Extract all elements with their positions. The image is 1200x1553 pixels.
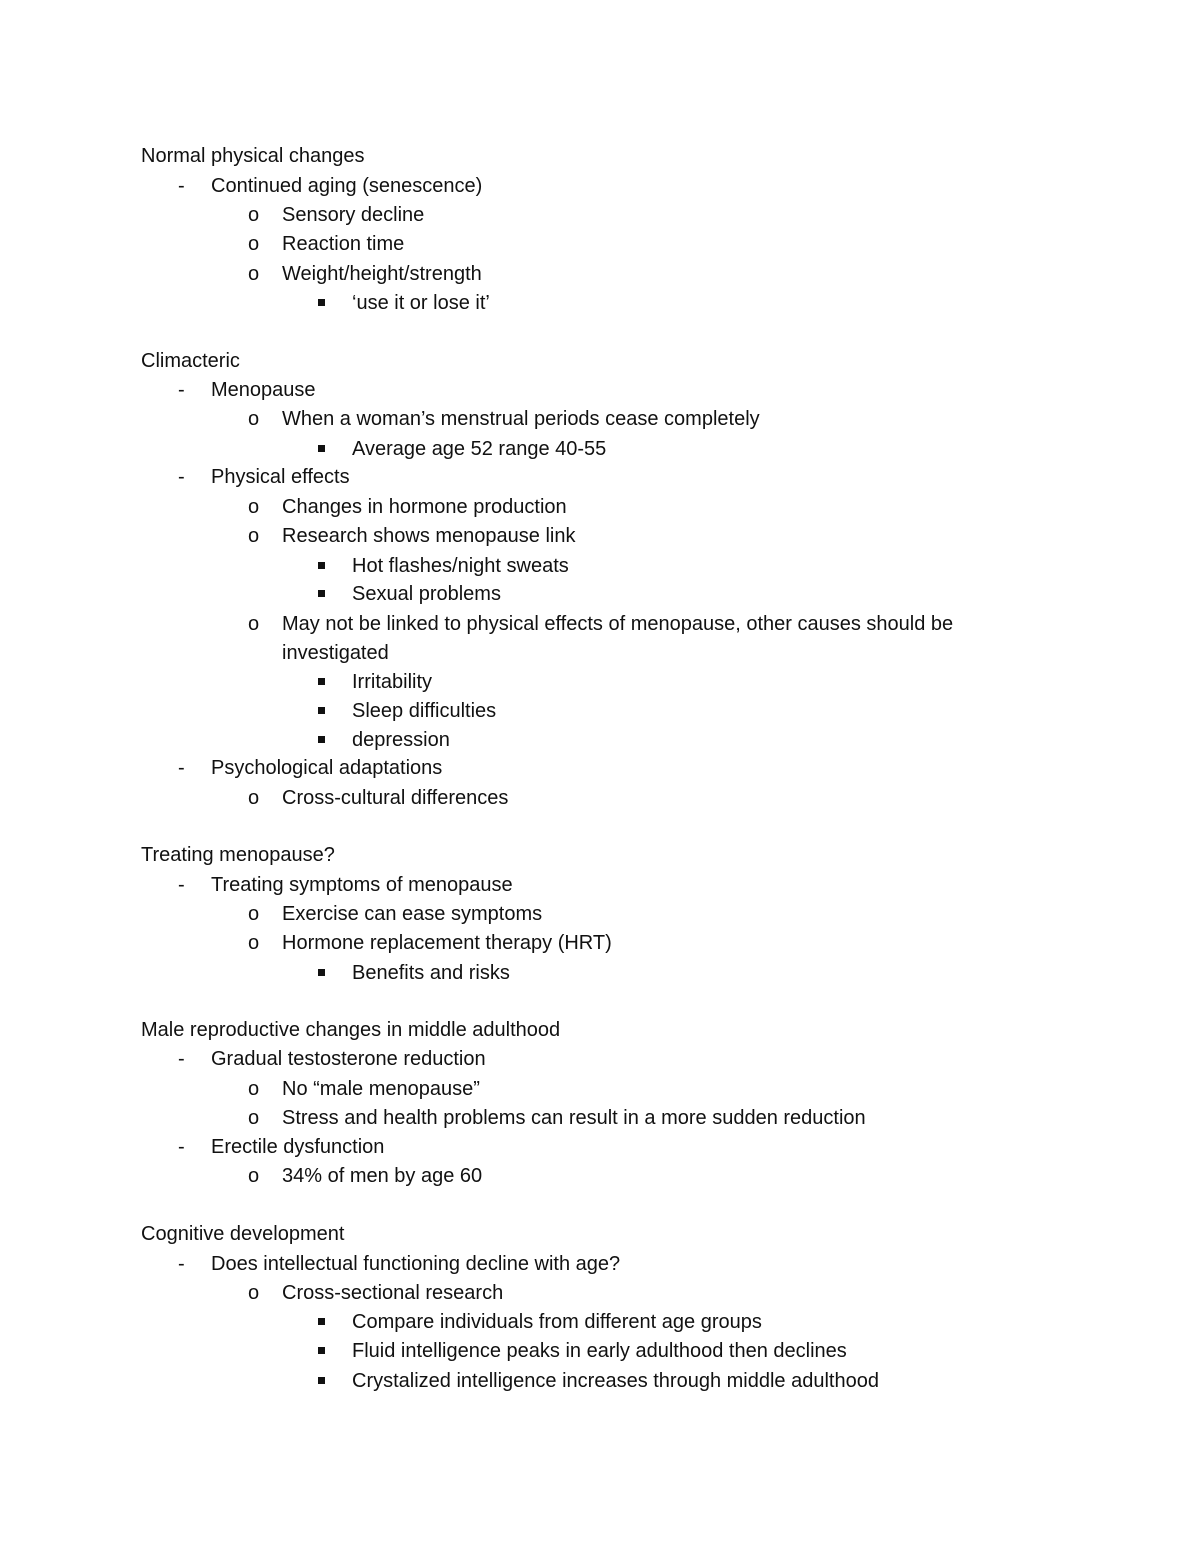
circle-bullet: o — [248, 263, 260, 285]
list-item: Cross-sectional research — [282, 1282, 504, 1304]
list-item: Benefits and risks — [352, 962, 510, 984]
list-item: depression — [352, 729, 450, 751]
list-item: Research shows menopause link — [282, 525, 576, 547]
list-item: Continued aging (senescence) — [211, 175, 483, 197]
section-heading: Treating menopause? — [141, 844, 335, 866]
list-item: Erectile dysfunction — [211, 1136, 385, 1158]
list-item: Compare individuals from different age groups — [352, 1311, 762, 1333]
square-bullet — [318, 707, 325, 714]
dash-bullet: - — [178, 1136, 185, 1158]
dash-bullet: - — [178, 1253, 185, 1275]
list-item: No “male menopause” — [282, 1078, 480, 1100]
circle-bullet: o — [248, 787, 260, 809]
list-item: Stress and health problems can result in a more sudden reduction — [282, 1107, 866, 1129]
dash-bullet: - — [178, 379, 185, 401]
dash-bullet: - — [178, 175, 185, 197]
list-item: Average age 52 range 40-55 — [352, 438, 607, 460]
list-item: Does intellectual functioning decline with age? — [211, 1253, 621, 1275]
list-item: Sleep difficulties — [352, 700, 497, 722]
section-heading: Male reproductive changes in middle adulthood — [141, 1019, 561, 1041]
list-item: May not be linked to physical effects of menopause, other causes should be investigated — [282, 613, 954, 664]
circle-bullet: o — [248, 1165, 260, 1187]
square-bullet — [318, 1347, 325, 1354]
dash-bullet: - — [178, 466, 185, 488]
square-bullet — [318, 969, 325, 976]
square-bullet — [318, 299, 325, 306]
list-item: Changes in hormone production — [282, 496, 567, 518]
list-item: Reaction time — [282, 233, 405, 255]
square-bullet — [318, 562, 325, 569]
list-item: Psychological adaptations — [211, 757, 443, 779]
list-item: Sensory decline — [282, 204, 425, 226]
dash-bullet: - — [178, 1048, 185, 1070]
list-item: Hormone replacement therapy (HRT) — [282, 932, 612, 954]
square-bullet — [318, 1318, 325, 1325]
circle-bullet: o — [248, 496, 260, 518]
list-item: 34% of men by age 60 — [282, 1165, 483, 1187]
list-item: When a woman’s menstrual periods cease completely — [282, 408, 760, 430]
circle-bullet: o — [248, 1078, 260, 1100]
square-bullet — [318, 445, 325, 452]
list-item: Cross-cultural differences — [282, 787, 509, 809]
list-item: Irritability — [352, 671, 433, 693]
list-item: Weight/height/strength — [282, 263, 482, 285]
circle-bullet: o — [248, 1282, 260, 1304]
list-item: Menopause — [211, 379, 316, 401]
list-item: Sexual problems — [352, 583, 501, 605]
circle-bullet: o — [248, 613, 260, 635]
circle-bullet: o — [248, 525, 260, 547]
circle-bullet: o — [248, 204, 260, 226]
list-item: Exercise can ease symptoms — [282, 903, 543, 925]
dash-bullet: - — [178, 874, 185, 896]
circle-bullet: o — [248, 408, 260, 430]
square-bullet — [318, 590, 325, 597]
section-heading: Normal physical changes — [141, 145, 365, 167]
circle-bullet: o — [248, 932, 260, 954]
square-bullet — [318, 736, 325, 743]
list-item: Gradual testosterone reduction — [211, 1048, 486, 1070]
list-item: Crystalized intelligence increases through middle adulthood — [352, 1370, 879, 1392]
dash-bullet: - — [178, 757, 185, 779]
list-item: ‘use it or lose it’ — [352, 292, 490, 314]
circle-bullet: o — [248, 233, 260, 255]
list-item: Physical effects — [211, 466, 350, 488]
list-item: Hot flashes/night sweats — [352, 555, 569, 577]
section-heading: Climacteric — [141, 350, 240, 372]
list-item: Treating symptoms of menopause — [211, 874, 513, 896]
square-bullet — [318, 678, 325, 685]
circle-bullet: o — [248, 1107, 260, 1129]
circle-bullet: o — [248, 903, 260, 925]
square-bullet — [318, 1377, 325, 1384]
section-heading: Cognitive development — [141, 1223, 345, 1245]
list-item: Fluid intelligence peaks in early adulthood then declines — [352, 1340, 847, 1362]
